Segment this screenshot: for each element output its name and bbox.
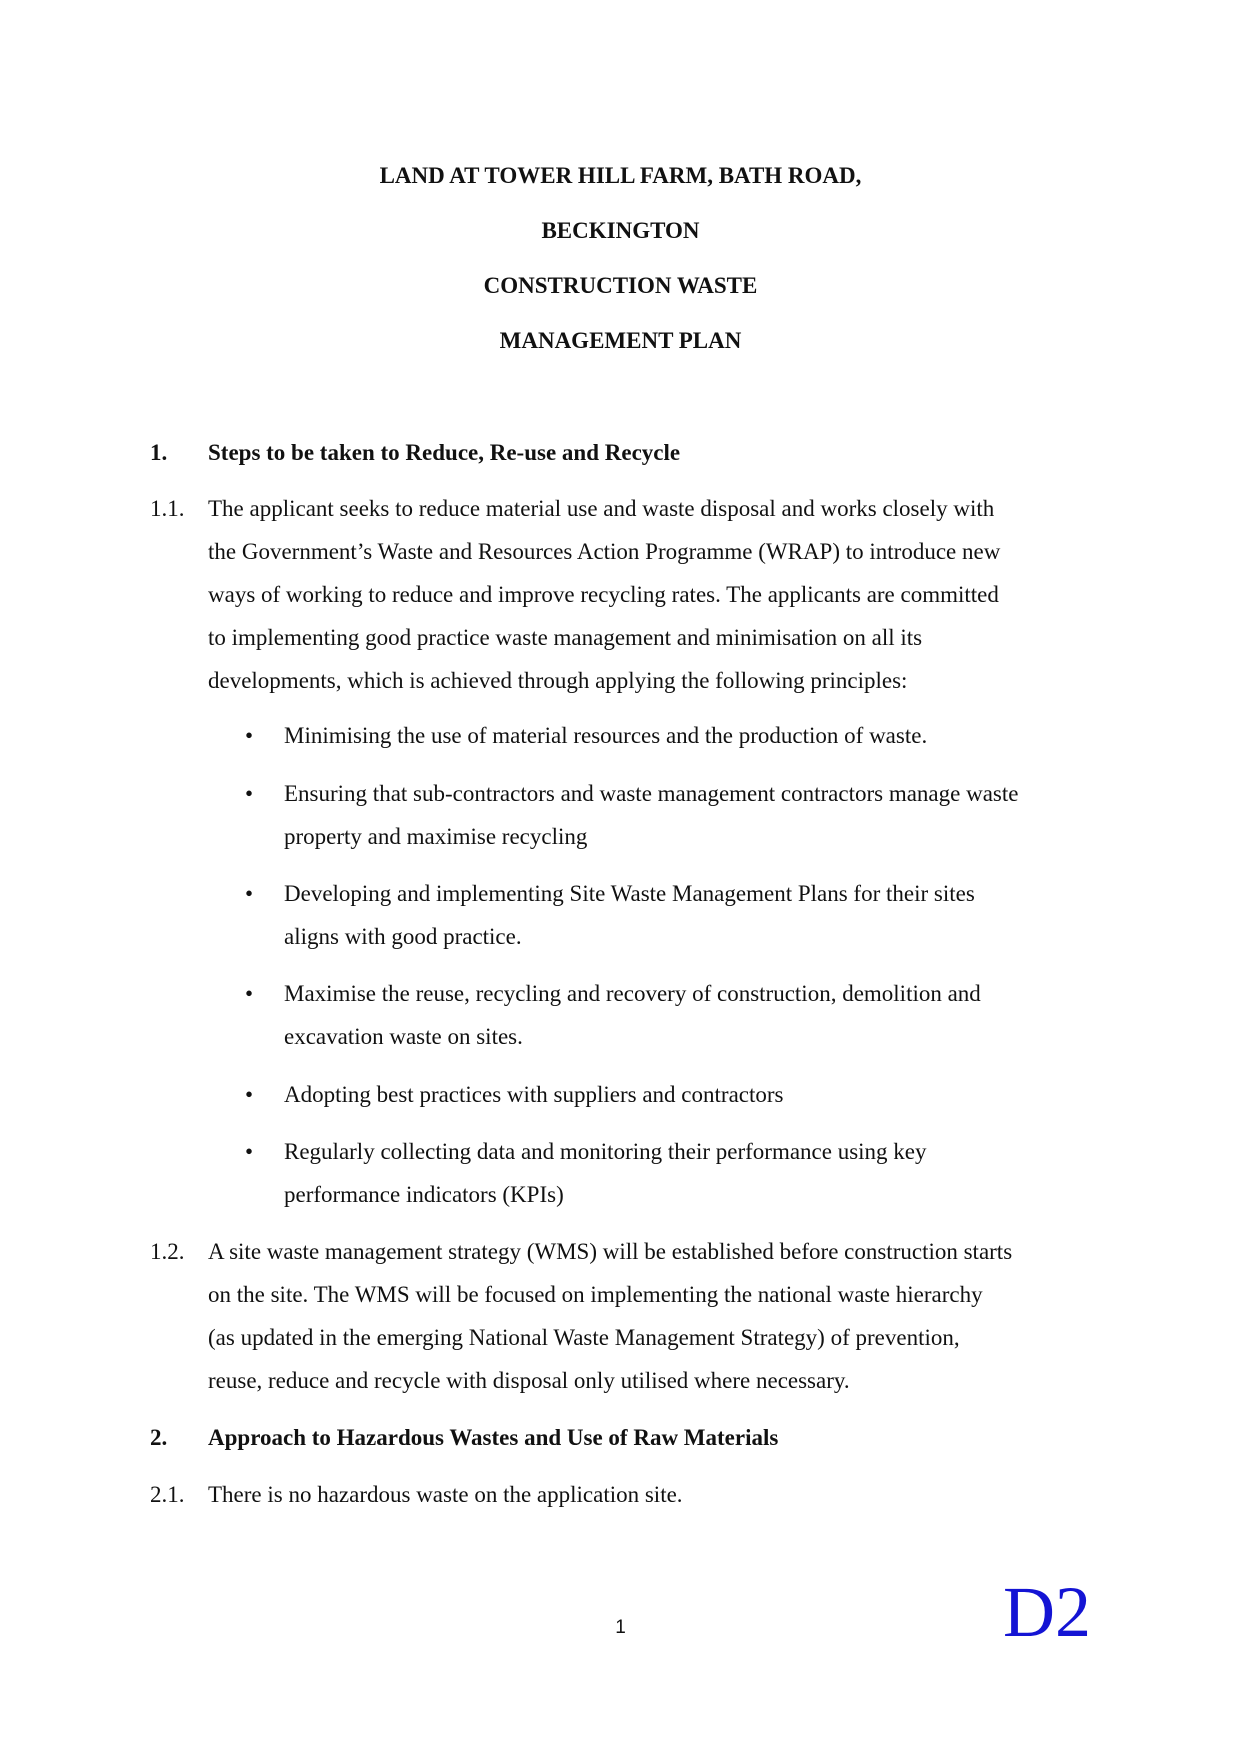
section-1-title: Steps to be taken to Reduce, Re-use and Recycle <box>208 440 681 465</box>
paragraph-1-1-line: The applicant seeks to reduce material use and waste disposal and works closely with <box>208 496 995 521</box>
bullet-line: performance indicators (KPIs) <box>284 1182 564 1207</box>
paragraph-1-1-line: the Government’s Waste and Resources Action Programme (WRAP) to introduce new <box>208 539 1001 564</box>
paragraph-1-1-line: to implementing good practice waste management and minimisation on all its <box>208 625 923 650</box>
title-line-1: LAND AT TOWER HILL FARM, BATH ROAD, <box>379 163 862 188</box>
section-1-number: 1. <box>150 440 168 465</box>
bullet-line: aligns with good practice. <box>284 924 522 949</box>
section-2-title: Approach to Hazardous Wastes and Use of Raw Materials <box>208 1425 779 1450</box>
bullet-line: property and maximise recycling <box>284 824 588 849</box>
bullet-line: Regularly collecting data and monitoring their performance using key <box>284 1139 927 1164</box>
paragraph-1-1-text <box>208 495 1108 710</box>
paragraph-1-2-line: A site waste management strategy (WMS) will be established before construction starts <box>208 1239 1013 1264</box>
title-line-4: MANAGEMENT PLAN <box>499 328 742 353</box>
bullet-dot-icon: • <box>245 881 254 906</box>
bullet-dot-icon: • <box>245 723 254 748</box>
bullet-line: Minimising the use of material resources and the production of waste. <box>284 723 928 748</box>
paragraph-2-1-text <box>208 1481 1108 1524</box>
bullet-dot-icon: • <box>245 1082 254 1107</box>
document-reference-stamp: D2 <box>1003 1572 1091 1652</box>
paragraph-1-2-number: 1.2. <box>150 1239 185 1264</box>
paragraph-2-1-line: There is no hazardous waste on the application site. <box>208 1482 683 1507</box>
bullet-line: Adopting best practices with suppliers and contractors <box>284 1082 784 1107</box>
page-number: 1 <box>615 1617 626 1638</box>
bullet-dot-icon: • <box>245 1139 254 1164</box>
paragraph-1-2-line: reuse, reduce and recycle with disposal only utilised where necessary. <box>208 1368 850 1393</box>
bullet-line: Ensuring that sub-contractors and waste management contractors manage waste <box>284 781 1019 806</box>
paragraph-2-1-number: 2.1. <box>150 1482 185 1507</box>
bullet-line: excavation waste on sites. <box>284 1024 523 1049</box>
paragraph-1-2-text <box>208 1238 1108 1410</box>
paragraph-1-1-line: developments, which is achieved through applying the following principles: <box>208 668 908 693</box>
bullet-dot-icon: • <box>245 781 254 806</box>
bullet-line: Developing and implementing Site Waste Management Plans for their sites <box>284 881 975 906</box>
paragraph-1-1-number: 1.1. <box>150 496 185 521</box>
title-line-3: CONSTRUCTION WASTE <box>483 273 758 298</box>
paragraph-1-2-line: on the site. The WMS will be focused on implementing the national waste hierarchy <box>208 1282 983 1307</box>
paragraph-1-2-line: (as updated in the emerging National Waste Management Strategy) of prevention, <box>208 1325 960 1350</box>
section-2-heading <box>150 1424 1050 1454</box>
section-2-number: 2. <box>150 1425 168 1450</box>
bullet-dot-icon: • <box>245 981 254 1006</box>
section-1-heading <box>150 439 1050 469</box>
title-line-2: BECKINGTON <box>541 218 700 243</box>
bullet-line: Maximise the reuse, recycling and recovery of construction, demolition and <box>284 981 981 1006</box>
paragraph-1-1-line: ways of working to reduce and improve recycling rates. The applicants are committed <box>208 582 999 607</box>
